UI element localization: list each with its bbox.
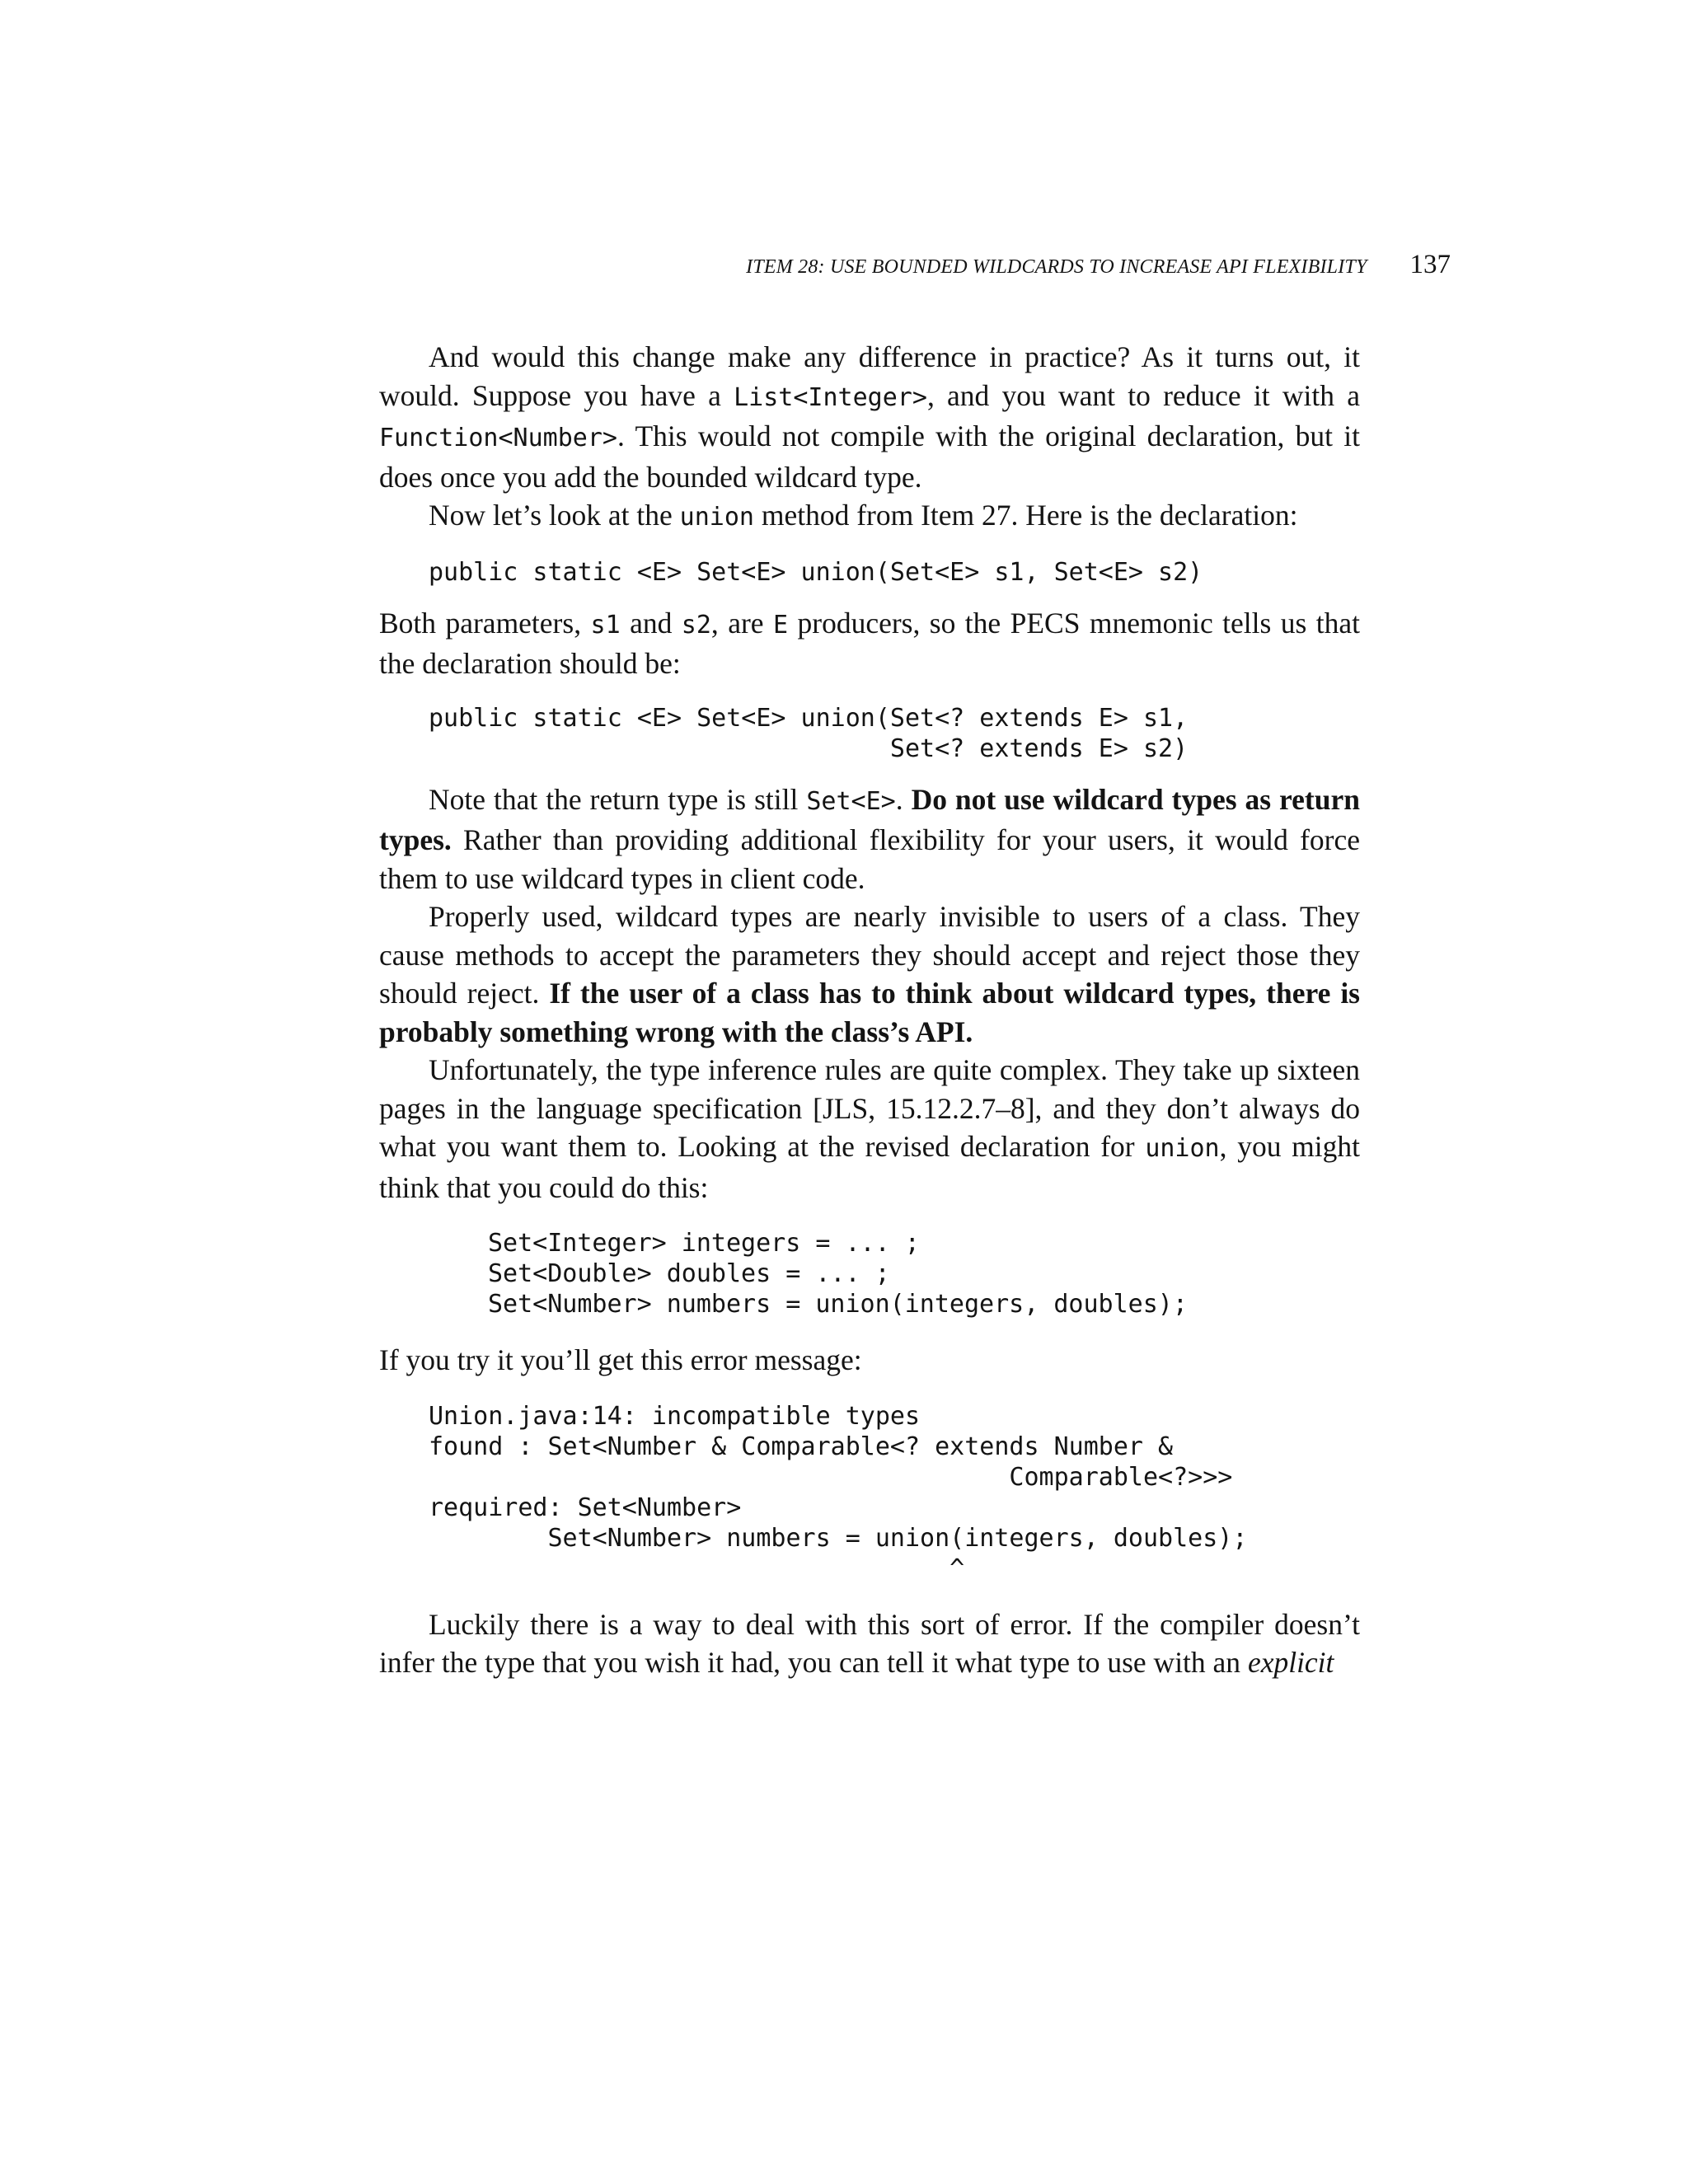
text: , are [710, 606, 773, 640]
text: method from Item 27. Here is the declaration: [753, 499, 1298, 532]
paragraph-luckily [379, 1605, 1360, 1682]
inline-code: union [679, 503, 754, 532]
paragraph-error-intro [379, 1341, 1360, 1380]
text: producers, so the PECS mnemonic tells us that the declaration should be: [379, 606, 1360, 680]
text: Unfortunately, the type inference rules are quite complex. They take up sixteen pages in the language specification [JLS, 15.12.2.7–8], and they don’t always do what you want them to. Looking at the revised declaration for [379, 1053, 1360, 1163]
paragraph-practice-difference [379, 338, 1360, 496]
italic-term: explicit [1247, 1646, 1334, 1679]
text: . [895, 782, 912, 816]
paragraph-union-method [379, 496, 1360, 537]
text: and [620, 606, 682, 640]
text: Note that the return type is still [429, 782, 807, 816]
code-block-error-message: Union.java:14: incompatible types found : Set<Number & Comparable<? extends Number & Comparable<?>>> required: Set<Number> Set<Number> numbers = union(integers, doubles); ^ [429, 1401, 1248, 1583]
text: Luckily there is a way to deal with this sort of error. If the compiler doesn’t infer the type that you wish it had, you can tell it what type to use with an [379, 1607, 1360, 1679]
text: Properly used, wildcard types are nearly invisible to users of a class. They cause methods to accept the parameters they should accept and reject those they should reject. [379, 900, 1360, 1010]
paragraph-return-type [379, 780, 1360, 898]
bold-guideline: If the user of a class has to think about wildcard types, there is probably something wrong with the class’s API. [379, 977, 1360, 1048]
inline-code: E [773, 610, 789, 640]
paragraph-pecs [379, 604, 1360, 683]
text: Rather than providing additional flexibility for your users, it would force them to use wildcard types in client code. [379, 823, 1360, 895]
paragraph-type-inference [379, 1051, 1360, 1207]
running-head: ITEM 28: USE BOUNDED WILDCARDS TO INCREASE API FLEXIBILITY [746, 256, 1367, 278]
inline-code: Set<E> [806, 786, 896, 816]
text: Now let’s look at the [429, 499, 680, 532]
text: Both parameters, [379, 606, 591, 640]
text: And would this change make any difference in practice? As it turns out, it would. Suppose you have a [379, 340, 1360, 412]
code-block-revised-declaration: public static <E> Set<E> union(Set<? extends E> s1, Set<? extends E> s2) [429, 703, 1189, 763]
inline-code: List<Integer> [734, 382, 927, 412]
page-body [379, 338, 1360, 1682]
text: If you try it you’ll get this error message: [379, 1343, 862, 1376]
code-block-union-declaration: public static <E> Set<E> union(Set<E> s1, Set<E> s2) [429, 557, 1203, 587]
text: , and you want to reduce it with a [926, 378, 1360, 412]
inline-code: s2 [681, 610, 711, 640]
page-number: 137 [1409, 250, 1451, 279]
bold-guideline: Do not use wildcard types as return types. [379, 782, 1360, 856]
inline-code: s1 [590, 610, 621, 640]
page-header [379, 250, 1451, 280]
inline-code: union [1145, 1134, 1220, 1163]
inline-code: Function<Number> [379, 424, 617, 452]
text: , you might think that you could do this: [379, 1130, 1360, 1204]
text: . This would not compile with the original declaration, but it does once you add the bounded wildcard type. [379, 419, 1360, 494]
code-block-union-call: Set<Integer> integers = ... ; Set<Double> doubles = ... ; Set<Number> numbers = union(integers, doubles); [488, 1229, 1188, 1319]
paragraph-properly-used [379, 898, 1360, 1051]
